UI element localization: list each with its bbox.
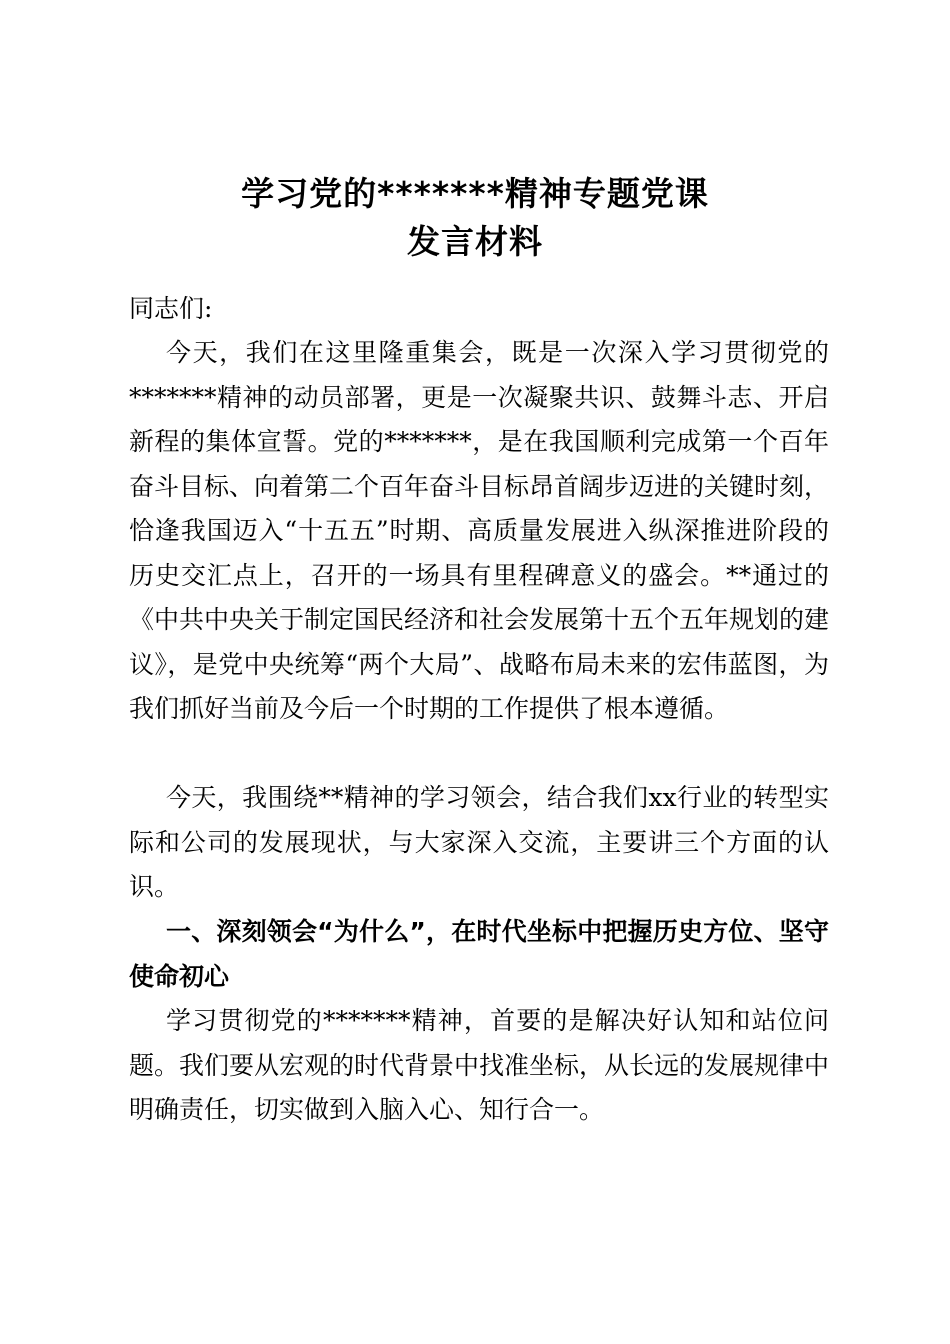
salutation: 同志们: (129, 294, 213, 323)
paragraph-intro: 今天，我们在这里隆重集会，既是一次深入学习贯彻党的*******精神的动员部署，更是一次凝聚共识、鼓舞斗志、开启新程的集体宣誓。党的*******，是在我国顺利完成第一个百年奋斗目标、向着第二个百年奋斗目标昂首阔步迈进的关键时刻，恰逢我国迈入“十五五”时期、高质量发展进入纵深推进阶段的历史交汇点上，召开的一场具有里程碑意义的盛会。**通过的《中共中央关于制定国民经济和社会发展第十五个五年规划的建议》，是党中央统筹“两个大局”、战略布局未来的宏伟蓝图，为我们抓好当前及今后一个时期的工作提供了根本遵循。 (129, 338, 830, 723)
section-1-paragraph: 学习贯彻党的*******精神，首要的是解决好认知和站位问题。我们要从宏观的时代背景中找准坐标，从长远的发展规律中明确责任，切实做到入脑入心、知行合一。 (129, 1006, 830, 1124)
document-title-line-2: 发言材料 (407, 222, 543, 261)
paragraph-overview: 今天，我围绕**精神的学习领会，结合我们xx行业的转型实际和公司的发展现状，与大家深入交流，主要讲三个方面的认识。 (129, 783, 829, 901)
section-heading-1: 一、深刻领会“为什么”，在时代坐标中把握历史方位、坚守使命初心 (129, 917, 829, 991)
document-title-line-1: 学习党的*******精神专题党课 (241, 174, 709, 213)
